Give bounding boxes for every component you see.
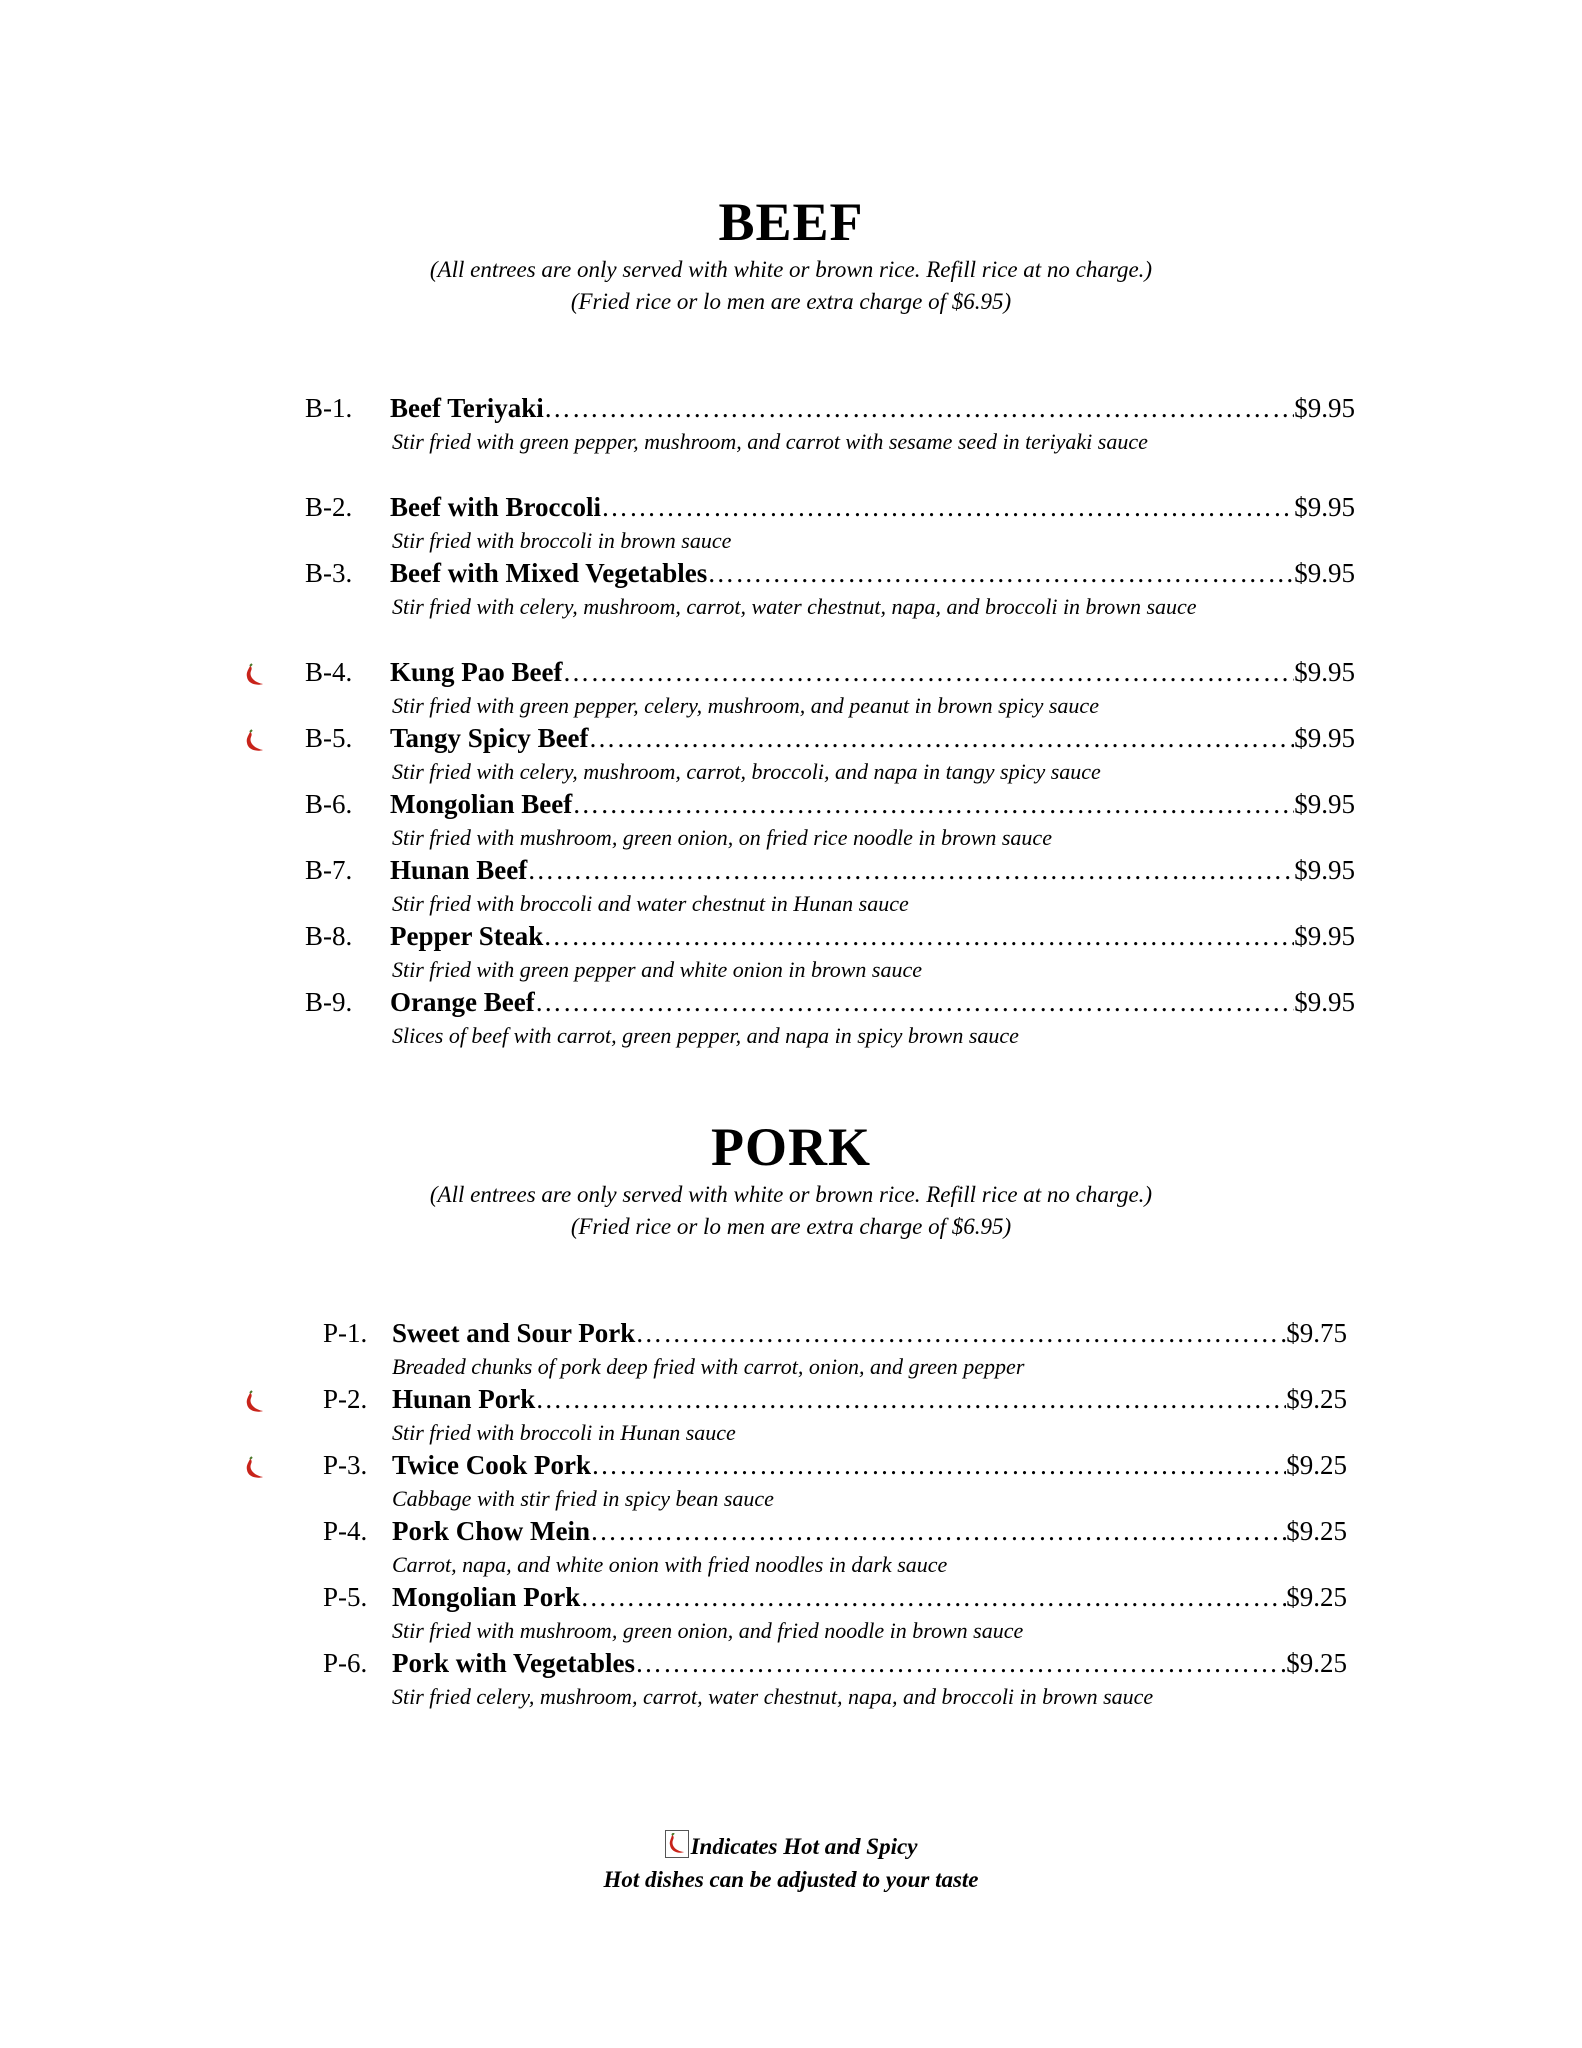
item-name: Sweet and Sour Pork (392, 1318, 636, 1348)
item-code: P-2. (323, 1384, 368, 1414)
dot-leader (563, 655, 1295, 689)
item-name-line (392, 1580, 1347, 1614)
item-name-line (392, 1316, 1347, 1350)
item-name: Hunan Beef (390, 855, 528, 885)
item-name-line (392, 1514, 1347, 1548)
menu-item (0, 1376, 1582, 1445)
dot-leader (591, 1448, 1286, 1482)
beef-section (0, 190, 1582, 1048)
item-name-line (390, 556, 1355, 590)
item-price: $9.95 (1294, 789, 1355, 819)
pork-note-fried-rice: (Fried rice or lo men are extra charge of $6.95) (570, 1214, 1012, 1239)
item-name: Mongolian Pork (392, 1582, 581, 1612)
dot-leader (635, 1316, 1286, 1350)
item-description: Stir fried with broccoli and water chestnut in Hunan sauce (392, 891, 909, 916)
chili-pepper-icon (243, 663, 267, 687)
pork-title: PORK (711, 1117, 871, 1177)
item-description: Stir fried celery, mushroom, carrot, water chestnut, napa, and broccoli in brown sauce (392, 1684, 1154, 1709)
item-name-line (390, 787, 1355, 821)
item-code: P-3. (323, 1450, 368, 1480)
menu-item (0, 715, 1582, 784)
chili-pepper-icon (243, 1390, 267, 1414)
item-price: $9.25 (1286, 1384, 1347, 1414)
item-code: B-8. (305, 921, 353, 951)
chili-pepper-icon (243, 729, 267, 753)
item-name: Beef with Mixed Vegetables (390, 558, 708, 588)
beef-title: BEEF (718, 192, 864, 252)
dot-leader (543, 919, 1294, 953)
item-name: Kung Pao Beef (390, 657, 563, 687)
dot-leader (707, 556, 1294, 590)
menu-item (0, 1640, 1582, 1739)
item-name-line (390, 919, 1355, 953)
item-description: Slices of beef with carrot, green pepper, and napa in spicy brown sauce (392, 1023, 1019, 1048)
item-description: Stir fried with green pepper, celery, mushroom, and peanut in brown spicy sauce (392, 693, 1099, 718)
item-price: $9.95 (1294, 855, 1355, 885)
menu-item (0, 385, 1582, 484)
beef-item-list (0, 385, 1582, 1048)
item-name: Pepper Steak (390, 921, 544, 951)
item-price: $9.25 (1286, 1450, 1347, 1480)
item-description: Cabbage with stir fried in spicy bean sauce (392, 1486, 774, 1511)
item-price: $9.95 (1294, 393, 1355, 423)
menu-item (0, 781, 1582, 850)
item-name-line (390, 655, 1355, 689)
menu-item (0, 649, 1582, 718)
item-name: Beef with Broccoli (390, 492, 601, 522)
item-code: B-7. (305, 855, 353, 885)
menu-item (0, 484, 1582, 553)
menu-item (0, 550, 1582, 649)
item-name: Tangy Spicy Beef (390, 723, 589, 753)
item-code: B-4. (305, 657, 353, 687)
legend-text: Indicates Hot and Spicy (690, 1834, 918, 1859)
item-name-line (392, 1448, 1347, 1482)
item-description: Stir fried with mushroom, green onion, and fried noodle in brown sauce (392, 1618, 1024, 1643)
item-name: Hunan Pork (392, 1384, 536, 1414)
dot-leader (572, 787, 1294, 821)
spicy-legend (0, 1830, 1582, 1896)
item-code: B-2. (305, 492, 353, 522)
menu-item (0, 847, 1582, 916)
menu-item (0, 913, 1582, 982)
item-code: B-1. (305, 393, 353, 423)
item-description: Stir fried with celery, mushroom, carrot, water chestnut, napa, and broccoli in brown sauce (392, 594, 1197, 619)
pork-note-rice: (All entrees are only served with white or brown rice. Refill rice at no charge.) (429, 1182, 1153, 1207)
menu-item (0, 1442, 1582, 1511)
item-description: Stir fried with green pepper and white onion in brown sauce (392, 957, 922, 982)
dot-leader (635, 1646, 1286, 1680)
item-price: $9.95 (1294, 723, 1355, 753)
dot-leader (589, 721, 1295, 755)
item-code: P-1. (323, 1318, 368, 1348)
item-price: $9.95 (1294, 921, 1355, 951)
item-description: Stir fried with green pepper, mushroom, and carrot with sesame seed in teriyaki sauce (392, 429, 1148, 454)
item-price: $9.95 (1294, 987, 1355, 1017)
menu-item (0, 1310, 1582, 1379)
pork-section (0, 1115, 1582, 1709)
item-price: $9.75 (1286, 1318, 1347, 1348)
dot-leader (535, 1382, 1286, 1416)
legend-note: Hot dishes can be adjusted to your taste (603, 1867, 979, 1892)
dot-leader (527, 853, 1294, 887)
legend-line-1 (0, 1830, 1582, 1863)
chili-pepper-icon (665, 1830, 689, 1858)
dot-leader (544, 391, 1295, 425)
dot-leader (535, 985, 1295, 1019)
item-name-line (392, 1382, 1347, 1416)
item-code: P-5. (323, 1582, 368, 1612)
item-price: $9.95 (1294, 657, 1355, 687)
pork-item-list (0, 1310, 1582, 1739)
item-code: B-9. (305, 987, 353, 1017)
item-price: $9.25 (1286, 1582, 1347, 1612)
item-name-line (390, 721, 1355, 755)
dot-leader (590, 1514, 1286, 1548)
item-name-line (392, 1646, 1347, 1680)
item-description: Stir fried with mushroom, green onion, on fried rice noodle in brown sauce (392, 825, 1052, 850)
item-name: Pork with Vegetables (392, 1648, 635, 1678)
item-code: B-5. (305, 723, 353, 753)
item-name: Mongolian Beef (390, 789, 573, 819)
item-name: Beef Teriyaki (390, 393, 544, 423)
item-code: B-6. (305, 789, 353, 819)
item-price: $9.95 (1294, 558, 1355, 588)
item-price: $9.25 (1286, 1516, 1347, 1546)
menu-item (0, 1508, 1582, 1577)
item-code: P-4. (323, 1516, 368, 1546)
menu-item (0, 1574, 1582, 1643)
menu-item (0, 979, 1582, 1048)
chili-pepper-icon (243, 1456, 267, 1480)
beef-note-rice: (All entrees are only served with white or brown rice. Refill rice at no charge.) (429, 257, 1153, 282)
item-name-line (390, 391, 1355, 425)
item-description: Stir fried with broccoli in Hunan sauce (392, 1420, 736, 1445)
item-name: Orange Beef (390, 987, 535, 1017)
item-description: Stir fried with broccoli in brown sauce (392, 528, 732, 553)
item-code: B-3. (305, 558, 353, 588)
item-code: P-6. (323, 1648, 368, 1678)
item-price: $9.25 (1286, 1648, 1347, 1678)
item-name-line (390, 985, 1355, 1019)
item-price: $9.95 (1294, 492, 1355, 522)
beef-note-fried-rice: (Fried rice or lo men are extra charge of $6.95) (570, 289, 1012, 314)
item-name: Pork Chow Mein (392, 1516, 590, 1546)
item-description: Breaded chunks of pork deep fried with carrot, onion, and green pepper (392, 1354, 1025, 1379)
item-description: Carrot, napa, and white onion with fried noodles in dark sauce (392, 1552, 948, 1577)
item-name-line (390, 490, 1355, 524)
dot-leader (580, 1580, 1286, 1614)
dot-leader (601, 490, 1294, 524)
item-name: Twice Cook Pork (392, 1450, 591, 1480)
item-description: Stir fried with celery, mushroom, carrot, broccoli, and napa in tangy spicy sauce (392, 759, 1101, 784)
item-name-line (390, 853, 1355, 887)
